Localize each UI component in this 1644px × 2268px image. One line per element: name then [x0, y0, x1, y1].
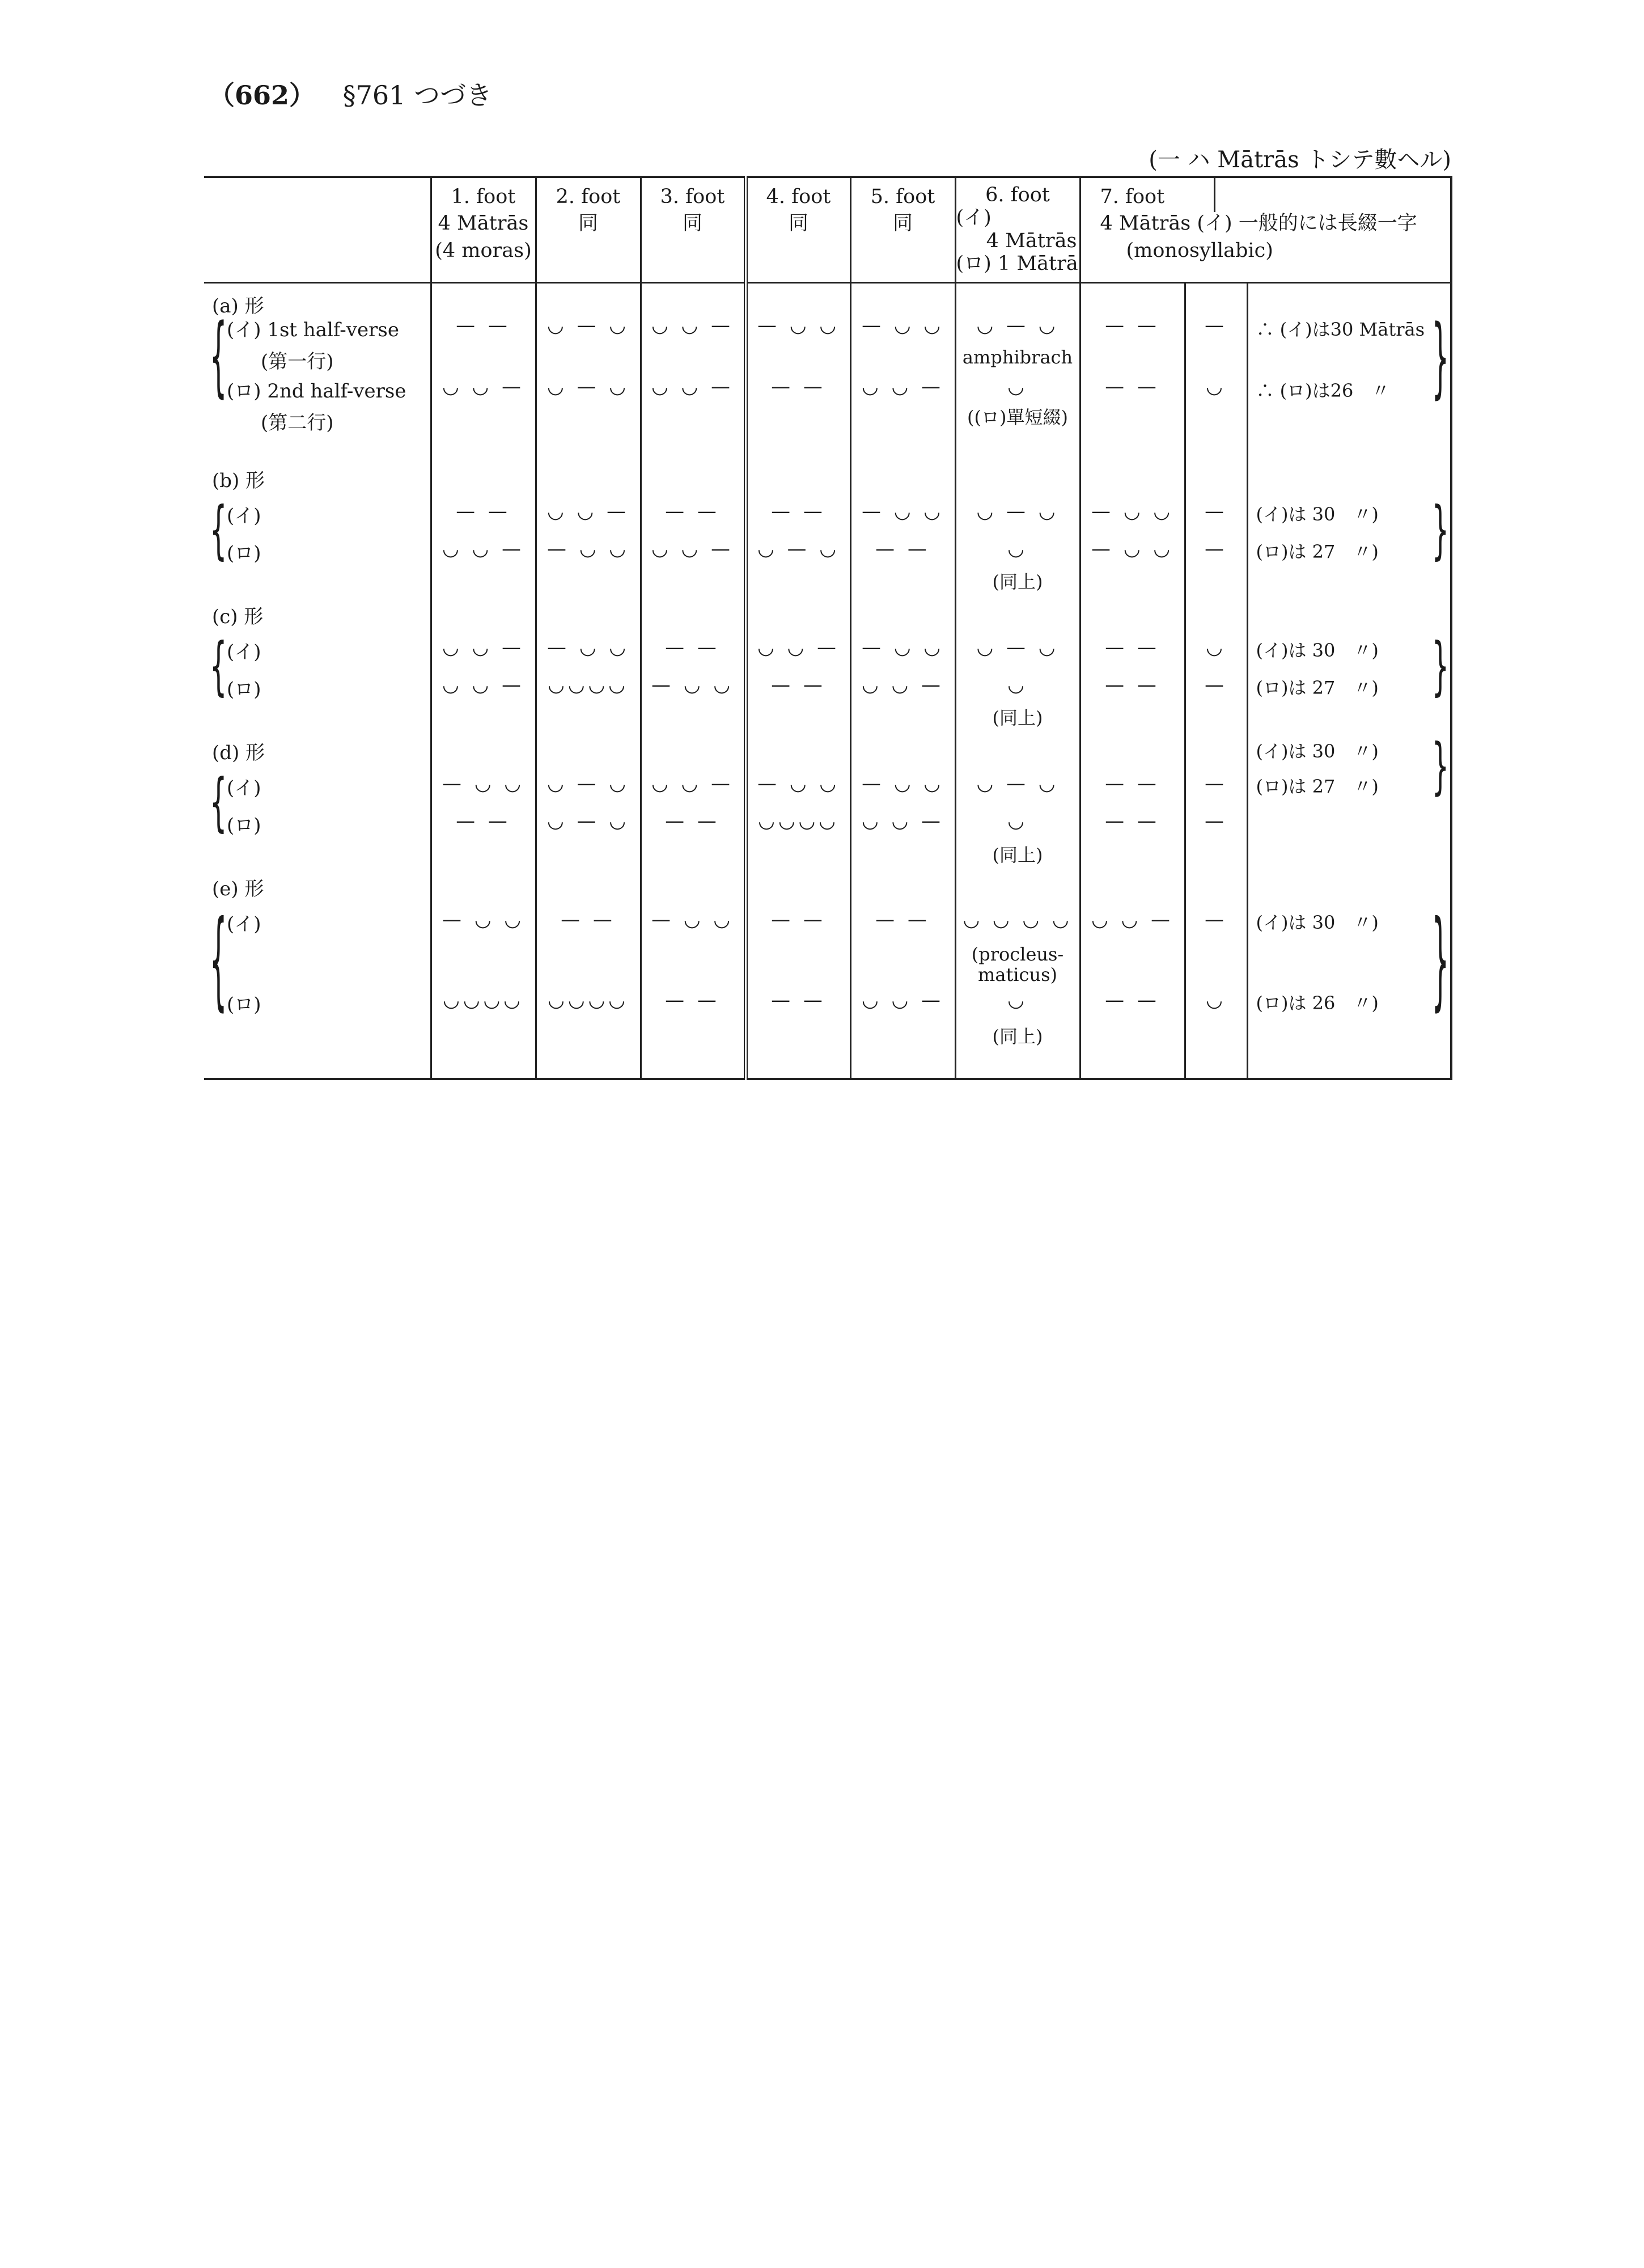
total-c-ro: (ロ)は 27 〃) — [1256, 676, 1379, 699]
row-label-b-ro: (ロ) — [227, 541, 261, 565]
scansion-e-ro-3: — — — [665, 988, 720, 1012]
scansion-b-i-6: ◡ — ◡ — [976, 500, 1059, 523]
scansion-d-i-1: — ◡ ◡ — [442, 772, 524, 795]
scansion-b-ro-7: — ◡ ◡ — [1091, 537, 1173, 560]
scansion-b-ro-5: — — — [875, 537, 930, 560]
scansion-b-i-2: ◡ ◡ — — [547, 500, 629, 523]
scansion-d-ro-3: — — — [665, 809, 720, 832]
row-label-b-i: (イ) — [227, 504, 261, 527]
scansion-e-ro-5: ◡ ◡ — — [862, 988, 944, 1012]
scansion-c-i-8: ◡ — [1206, 636, 1226, 659]
scansion-e-i-2: — — — [561, 908, 616, 931]
section-title: §761 つづき — [342, 80, 493, 111]
scansion-a-i-6: ◡ — ◡ — [976, 314, 1059, 337]
form-labels-column — [204, 282, 431, 1079]
scansion-d-ro-5: ◡ ◡ — — [862, 809, 944, 832]
foot6-column — [955, 282, 1080, 1079]
scansion-d-i-2: ◡ — ◡ — [547, 772, 629, 795]
scansion-a-ro-5: ◡ ◡ — — [862, 375, 944, 398]
row-label-a-i: (イ) 1st half-verse — [227, 318, 399, 341]
scansion-a-ro-1: ◡ ◡ — — [442, 375, 524, 398]
scansion-c-i-6: ◡ — ◡ — [976, 636, 1059, 659]
row-label-c-i: (イ) — [227, 640, 261, 663]
scansion-c-i-7: — — — [1105, 636, 1160, 659]
row-label-c-ro: (ロ) — [227, 678, 261, 701]
scansion-e-ro-8: ◡ — [1206, 988, 1226, 1012]
scansion-b-i-7: — ◡ ◡ — [1091, 500, 1173, 523]
foot6-note-e-ro: (同上) — [992, 1025, 1043, 1047]
header-foot5: 5. foot 同 — [850, 177, 955, 282]
scansion-b-i-8: — — [1205, 500, 1227, 523]
foot4-column — [745, 282, 850, 1079]
scansion-e-ro-4: — — — [771, 988, 826, 1012]
total-c-i: (イ)は 30 〃) — [1256, 639, 1379, 661]
scansion-a-i-2: ◡ — ◡ — [547, 314, 629, 337]
scansion-d-ro-8: — — [1205, 809, 1227, 832]
scansion-a-i-1: — — — [456, 314, 511, 337]
form-label-e: (e) 形 — [212, 877, 264, 900]
scansion-a-i-4: — ◡ ◡ — [757, 314, 840, 337]
scansion-d-i-6: ◡ — ◡ — [976, 772, 1059, 795]
row-sub-a-ro: (第二行) — [261, 411, 334, 434]
scansion-c-ro-8: — — [1205, 673, 1227, 696]
meter-table — [204, 176, 1452, 1080]
row-brace-c: { — [210, 629, 227, 704]
scansion-a-ro-7: — — — [1105, 375, 1160, 398]
table-header-row — [204, 177, 1451, 282]
foot6-note-a-ro: ((ロ)單短綴) — [967, 406, 1068, 428]
foot6-note-c-ro: (同上) — [992, 706, 1043, 729]
scansion-c-ro-7: — — — [1105, 673, 1160, 696]
totals-column — [1247, 282, 1451, 1079]
scansion-d-i-7: — — — [1105, 772, 1160, 795]
row-label-e-ro: (ロ) — [227, 993, 261, 1016]
scansion-d-i-5: — ◡ ◡ — [862, 772, 944, 795]
total-brace-a: } — [1431, 306, 1450, 409]
scansion-e-i-7: ◡ ◡ — — [1091, 908, 1173, 931]
foot6-note-e-i: (procleus- maticus) — [971, 943, 1064, 986]
scansion-b-ro-2: — ◡ ◡ — [547, 537, 629, 560]
header-foot1: 1. foot 4 Mātrās (4 moras) — [431, 177, 536, 282]
scansion-e-i-8: — — [1205, 908, 1227, 931]
scansion-b-ro-8: — — [1205, 537, 1227, 560]
total-d-i: (イ)は 30 〃) — [1256, 740, 1379, 762]
total-e-i: (イ)は 30 〃) — [1256, 911, 1379, 933]
form-label-a: (a) 形 — [212, 294, 264, 318]
table-note: (一 ハ Mātrās トシテ數ヘル) — [1149, 147, 1451, 173]
scansion-c-ro-5: ◡ ◡ — — [862, 673, 944, 696]
header-foot6: 6. foot (イ) 4 Mātrās (ロ) 1 Mātrā — [955, 177, 1080, 282]
scansion-b-ro-6: ◡ — [1007, 537, 1028, 560]
scansion-d-i-4: — ◡ ◡ — [757, 772, 840, 795]
foot5-column — [850, 282, 955, 1079]
foot6-note-a-i: amphibrach — [962, 346, 1073, 368]
row-label-a-ro: (ロ) 2nd half-verse — [227, 379, 406, 403]
scansion-e-i-1: — ◡ ◡ — [442, 908, 524, 931]
foot6-note-b-ro: (同上) — [992, 570, 1043, 593]
foot7-column — [1080, 282, 1185, 1079]
row-brace-d: { — [210, 765, 227, 840]
scansion-b-i-5: — ◡ ◡ — [862, 500, 944, 523]
scansion-a-ro-8: ◡ — [1206, 375, 1226, 398]
row-label-d-i: (イ) — [227, 776, 261, 799]
foot6-note-d-ro: (同上) — [992, 844, 1043, 866]
scansion-a-i-5: — ◡ ◡ — [862, 314, 944, 337]
scansion-d-ro-2: ◡ — ◡ — [547, 809, 629, 832]
scansion-b-ro-1: ◡ ◡ — — [442, 537, 524, 560]
scansion-a-i-3: ◡ ◡ — — [651, 314, 734, 337]
scansion-e-ro-6: ◡ — [1007, 988, 1028, 1012]
scansion-c-ro-4: — — — [771, 673, 826, 696]
scansion-d-i-3: ◡ ◡ — — [651, 772, 734, 795]
scansion-a-i-7: — — — [1105, 314, 1160, 337]
scansion-e-i-3: — ◡ ◡ — [651, 908, 734, 931]
total-brace-d: } — [1431, 730, 1450, 802]
scansion-e-ro-1: ◡◡◡◡ — [443, 988, 524, 1012]
row-sub-a-i: (第一行) — [261, 350, 334, 373]
row-brace-e: { — [210, 898, 227, 1023]
total-brace-e: } — [1431, 898, 1450, 1023]
header-foot7: 7. foot 4 Mātrās (イ) 一般的には長綴一字 (monosyllabic) — [1080, 177, 1451, 282]
form-label-d: (d) 形 — [212, 741, 265, 764]
scansion-c-i-2: — ◡ ◡ — [547, 636, 629, 659]
table-body-row — [204, 282, 1451, 1079]
scansion-c-i-4: ◡ ◡ — — [757, 636, 840, 659]
scansion-a-ro-4: — — — [771, 375, 826, 398]
scansion-c-ro-3: — ◡ ◡ — [651, 673, 734, 696]
scansion-b-ro-4: ◡ — ◡ — [757, 537, 840, 560]
scansion-d-ro-6: ◡ — [1007, 809, 1028, 832]
total-b-ro: (ロ)は 27 〃) — [1256, 540, 1379, 562]
page-header — [209, 75, 492, 112]
total-brace-b: } — [1431, 493, 1450, 568]
scansion-c-i-5: — ◡ ◡ — [862, 636, 944, 659]
scansion-d-ro-7: — — — [1105, 809, 1160, 832]
total-brace-c: } — [1431, 629, 1450, 704]
header-foot3: 3. foot 同 — [641, 177, 745, 282]
scansion-d-i-8: — — [1205, 772, 1227, 795]
scansion-a-i-8: — — [1205, 314, 1227, 337]
scansion-d-ro-1: — — — [456, 809, 511, 832]
final-syllable-column — [1185, 282, 1247, 1079]
scansion-c-i-3: — — — [665, 636, 720, 659]
page-number: （662） — [209, 80, 316, 111]
scansion-e-i-6: ◡ ◡ ◡ ◡ — [963, 908, 1073, 931]
scansion-a-ro-2: ◡ — ◡ — [547, 375, 629, 398]
row-label-e-i: (イ) — [227, 912, 261, 936]
total-e-ro: (ロ)は 26 〃) — [1256, 992, 1379, 1014]
total-d-ro: (ロ)は 27 〃) — [1256, 775, 1379, 797]
header-foot2: 2. foot 同 — [536, 177, 641, 282]
scansion-c-i-1: ◡ ◡ — — [442, 636, 524, 659]
foot2-column — [536, 282, 641, 1079]
scansion-a-ro-3: ◡ ◡ — — [651, 375, 734, 398]
scansion-b-i-4: — — — [771, 500, 826, 523]
row-brace-b: { — [210, 493, 227, 568]
foot3-column — [641, 282, 745, 1079]
scansion-c-ro-6: ◡ — [1007, 673, 1028, 696]
scansion-e-i-4: — — — [771, 908, 826, 931]
scansion-a-ro-6: ◡ — [1007, 375, 1028, 398]
total-b-i: (イ)は 30 〃) — [1256, 503, 1379, 525]
row-label-d-ro: (ロ) — [227, 814, 261, 837]
scansion-c-ro-1: ◡ ◡ — — [442, 673, 524, 696]
form-label-b: (b) 形 — [212, 469, 265, 492]
scansion-c-ro-2: ◡◡◡◡ — [548, 673, 629, 696]
total-a-ro: ∴ (ロ)は26 〃 — [1256, 379, 1390, 401]
scansion-b-i-3: — — — [665, 500, 720, 523]
form-label-c: (c) 形 — [212, 605, 264, 628]
total-a-i: ∴ (イ)は30 Mātrās — [1256, 318, 1425, 340]
foot1-column — [431, 282, 536, 1079]
row-brace-a: { — [210, 305, 227, 408]
scansion-b-i-1: — — — [456, 500, 511, 523]
scansion-e-ro-7: — — — [1105, 988, 1160, 1012]
scansion-d-ro-4: ◡◡◡◡ — [758, 809, 839, 832]
scansion-e-i-5: — — — [875, 908, 930, 931]
header-foot4: 4. foot 同 — [745, 177, 850, 282]
scansion-e-ro-2: ◡◡◡◡ — [548, 988, 629, 1012]
header-blank — [204, 177, 431, 282]
scansion-b-ro-3: ◡ ◡ — — [651, 537, 734, 560]
